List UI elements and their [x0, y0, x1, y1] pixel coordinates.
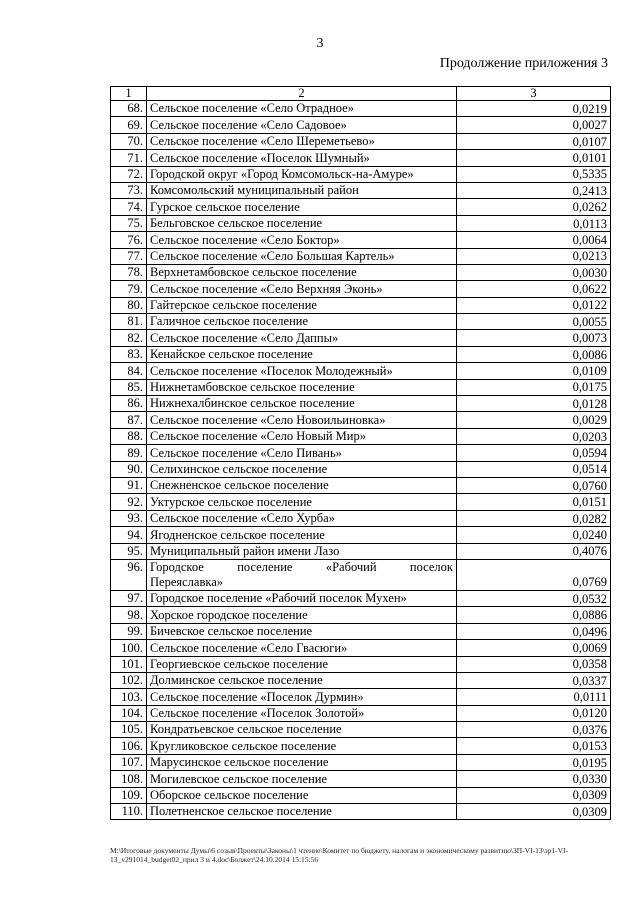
row-name: Галичное сельское поселение: [147, 314, 457, 330]
row-number: 74.: [111, 199, 147, 215]
row-value: 0,0282: [457, 510, 611, 526]
table-row: [111, 722, 611, 738]
row-value: 0,0175: [457, 379, 611, 395]
row-value: 0,0128: [457, 396, 611, 412]
row-name: Долминское сельское поселение: [147, 672, 457, 688]
row-value: 0,0594: [457, 445, 611, 461]
table-row: [111, 510, 611, 526]
row-name: Сельское поселение «Село Хурба»: [147, 510, 457, 526]
row-number: 95.: [111, 543, 147, 559]
row-value: 0,0029: [457, 412, 611, 428]
header-col-3: 3: [457, 87, 611, 101]
row-number: 82.: [111, 330, 147, 346]
row-number: 103.: [111, 689, 147, 705]
row-number: 80.: [111, 297, 147, 313]
row-number: 105.: [111, 722, 147, 738]
row-number: 78.: [111, 264, 147, 280]
row-name: Георгиевское сельское поселение: [147, 656, 457, 672]
table-row: [111, 182, 611, 198]
row-value: 0,0622: [457, 281, 611, 297]
row-number: 84.: [111, 363, 147, 379]
table-row: [111, 445, 611, 461]
table-row: [111, 656, 611, 672]
row-value: 0,0101: [457, 150, 611, 166]
table-row: [111, 705, 611, 721]
table-row: [111, 623, 611, 639]
table-row: [111, 543, 611, 559]
row-number: 98.: [111, 607, 147, 623]
row-name-line-1: [150, 560, 453, 575]
row-name: Сельское поселение «Поселок Шумный»: [147, 150, 457, 166]
row-number: 71.: [111, 150, 147, 166]
row-value: 0,0240: [457, 527, 611, 543]
table-row: [111, 559, 611, 590]
row-number: 107.: [111, 754, 147, 770]
table-row: [111, 363, 611, 379]
table-row: [111, 607, 611, 623]
row-number: 76.: [111, 232, 147, 248]
row-value: 0,0120: [457, 705, 611, 721]
row-name: Хорское городское поселение: [147, 607, 457, 623]
row-number: 85.: [111, 379, 147, 395]
row-value: 0,2413: [457, 182, 611, 198]
row-value: 0,0760: [457, 477, 611, 493]
table-row: [111, 672, 611, 688]
row-name: Городское поселение «Рабочий поселок Мухен»: [147, 590, 457, 606]
allocation-table: [110, 86, 611, 820]
row-number: 108.: [111, 771, 147, 787]
row-name: Уктурское сельское поселение: [147, 494, 457, 510]
row-number: 92.: [111, 494, 147, 510]
row-name: Муниципальный район имени Лазо: [147, 543, 457, 559]
row-number: 72.: [111, 166, 147, 182]
table-row: [111, 590, 611, 606]
row-value: 0,0195: [457, 754, 611, 770]
row-value: 0,0030: [457, 264, 611, 280]
row-value: 0,0262: [457, 199, 611, 215]
row-value: 0,0086: [457, 346, 611, 362]
row-value: 0,0219: [457, 101, 611, 117]
row-name: Комсомольский муниципальный район: [147, 182, 457, 198]
table-row: [111, 281, 611, 297]
row-value: 0,0122: [457, 297, 611, 313]
row-name: Кругликовское сельское поселение: [147, 738, 457, 754]
row-number: 86.: [111, 396, 147, 412]
row-number: 81.: [111, 314, 147, 330]
row-number: 88.: [111, 428, 147, 444]
row-value: 0,0153: [457, 738, 611, 754]
row-number: 109.: [111, 787, 147, 803]
row-value: 0,0055: [457, 314, 611, 330]
table-row: [111, 771, 611, 787]
row-value: 0,0109: [457, 363, 611, 379]
row-value: 0,0330: [457, 771, 611, 787]
row-value: 0,0358: [457, 656, 611, 672]
row-value: 0,4076: [457, 543, 611, 559]
header-col-2: 2: [147, 87, 457, 101]
table-body-second: [111, 590, 611, 819]
table-row: [111, 428, 611, 444]
table-row: [111, 248, 611, 264]
row-number: 101.: [111, 656, 147, 672]
table-row: [111, 689, 611, 705]
row-value: 0,0376: [457, 722, 611, 738]
row-name: Сельское поселение «Село Гвасюги»: [147, 640, 457, 656]
header-col-1: 1: [111, 87, 147, 101]
table-row: [111, 330, 611, 346]
row-name-line-2: Переяславка»: [150, 574, 224, 589]
row-name: Сельское поселение «Село Даппы»: [147, 330, 457, 346]
row-number: 100.: [111, 640, 147, 656]
row-name: Городской округ «Город Комсомольск-на-Амуре»: [147, 166, 457, 182]
row-name: Сельское поселение «Село Верхняя Эконь»: [147, 281, 457, 297]
row-number: 89.: [111, 445, 147, 461]
table-row: [111, 412, 611, 428]
row-number: 77.: [111, 248, 147, 264]
row-name: Верхнетамбовское сельское поселение: [147, 264, 457, 280]
row-name: Оборское сельское поселение: [147, 787, 457, 803]
table-row: [111, 133, 611, 149]
row-name: Кенайское сельское поселение: [147, 346, 457, 362]
row-name: Сельское поселение «Село Боктор»: [147, 232, 457, 248]
row-name: Гайтерское сельское поселение: [147, 297, 457, 313]
row-value: 0,0337: [457, 672, 611, 688]
row-number: 69.: [111, 117, 147, 133]
row-value: 0,0496: [457, 623, 611, 639]
row-name: Сельское поселение «Поселок Молодежный»: [147, 363, 457, 379]
row-number: 93.: [111, 510, 147, 526]
table-body-row96: [111, 559, 611, 590]
row-name: Сельское поселение «Поселок Дурмин»: [147, 689, 457, 705]
row-name: Сельское поселение «Село Новоильиновка»: [147, 412, 457, 428]
row-name: Сельское поселение «Село Пивань»: [147, 445, 457, 461]
row-name-word: поселок: [409, 559, 453, 574]
row-name-word: Городское: [150, 559, 204, 574]
row-number: 73.: [111, 182, 147, 198]
row-name: Нижнехалбинское сельское поселение: [147, 396, 457, 412]
row-name: Сельское поселение «Село Отрадное»: [147, 101, 457, 117]
row-name: Снежненское сельское поселение: [147, 477, 457, 493]
table-row: [111, 494, 611, 510]
table-header-row: [111, 87, 611, 101]
row-number: 110.: [111, 804, 147, 820]
row-name: Сельское поселение «Поселок Золотой»: [147, 705, 457, 721]
row-name: Сельское поселение «Село Новый Мир»: [147, 428, 457, 444]
row-value: 0,0113: [457, 215, 611, 231]
footer-line-1: M:\Итоговые документы Думы\6 созыв\Проекты\Законы\1 чтение\Комитет по бюджету, налогам и экономическому развитию\ЗП-VI-13\зр1-VI-: [110, 846, 569, 855]
row-number: 106.: [111, 738, 147, 754]
row-value: 0,0107: [457, 133, 611, 149]
row-name-word: «Рабочий: [325, 559, 377, 574]
row-number: 87.: [111, 412, 147, 428]
row-value: 0,0027: [457, 117, 611, 133]
row-value: 0,0203: [457, 428, 611, 444]
row-number: 83.: [111, 346, 147, 362]
table-row: [111, 264, 611, 280]
row-name: Кондратьевское сельское поселение: [147, 722, 457, 738]
row-number: 97.: [111, 590, 147, 606]
table-body-first: [111, 101, 611, 560]
row-number: 70.: [111, 133, 147, 149]
row-name: Сельское поселение «Село Большая Картель»: [147, 248, 457, 264]
row-name: Селихинское сельское поселение: [147, 461, 457, 477]
table-row: [111, 297, 611, 313]
continuation-heading: Продолжение приложения 3: [439, 56, 608, 71]
row-name: Марусинское сельское поселение: [147, 754, 457, 770]
row-name: Гурское сельское поселение: [147, 199, 457, 215]
row-number: 68.: [111, 101, 147, 117]
table-row: [111, 314, 611, 330]
page-number: 3: [316, 36, 324, 51]
row-value: 0,0769: [457, 559, 611, 590]
row-name: Сельское поселение «Село Садовое»: [147, 117, 457, 133]
table-row: [111, 396, 611, 412]
row-value: 0,0514: [457, 461, 611, 477]
row-number: 102.: [111, 672, 147, 688]
table-row: [111, 640, 611, 656]
row-name: Сельское поселение «Село Шереметьево»: [147, 133, 457, 149]
table-row: [111, 379, 611, 395]
table-row: [111, 461, 611, 477]
table-row: [111, 804, 611, 820]
table-row: [111, 232, 611, 248]
row-name: Бичевское сельское поселение: [147, 623, 457, 639]
table-row: [111, 738, 611, 754]
table-row: [111, 215, 611, 231]
row-name: Могилевское сельское поселение: [147, 771, 457, 787]
table-row: [111, 787, 611, 803]
table-row: [111, 199, 611, 215]
row-value: 0,0532: [457, 590, 611, 606]
row-number: 90.: [111, 461, 147, 477]
row-value: 0,0886: [457, 607, 611, 623]
footer-line-2: 13_v291014_budget02_прил 3 и 4.doc\Болжет\24.10.2014 15:15:56: [110, 855, 319, 864]
row-value: 0,0309: [457, 804, 611, 820]
row-number: 104.: [111, 705, 147, 721]
row-name: Нижнетамбовское сельское поселение: [147, 379, 457, 395]
row-value: 0,0073: [457, 330, 611, 346]
table-row: [111, 527, 611, 543]
table-row: [111, 346, 611, 362]
table-row: [111, 477, 611, 493]
table-row: [111, 150, 611, 166]
row-name: Полетненское сельское поселение: [147, 804, 457, 820]
row-name: Бельговское сельское поселение: [147, 215, 457, 231]
row-number: 94.: [111, 527, 147, 543]
table-row: [111, 117, 611, 133]
row-value: 0,5335: [457, 166, 611, 182]
row-value: 0,0151: [457, 494, 611, 510]
row-value: 0,0309: [457, 787, 611, 803]
row-value: 0,0111: [457, 689, 611, 705]
row-name-word: поселение: [237, 559, 293, 574]
row-number: 99.: [111, 623, 147, 639]
row-number: 79.: [111, 281, 147, 297]
file-path-footer: [110, 846, 620, 864]
row-value: 0,0213: [457, 248, 611, 264]
row-number: 91.: [111, 477, 147, 493]
row-number: 96.: [111, 559, 147, 590]
row-value: 0,0069: [457, 640, 611, 656]
row-name: Ягодненское сельское поселение: [147, 527, 457, 543]
table-row: [111, 101, 611, 117]
row-number: 75.: [111, 215, 147, 231]
row-name: [147, 559, 457, 590]
table-row: [111, 166, 611, 182]
table-row: [111, 754, 611, 770]
row-value: 0,0064: [457, 232, 611, 248]
